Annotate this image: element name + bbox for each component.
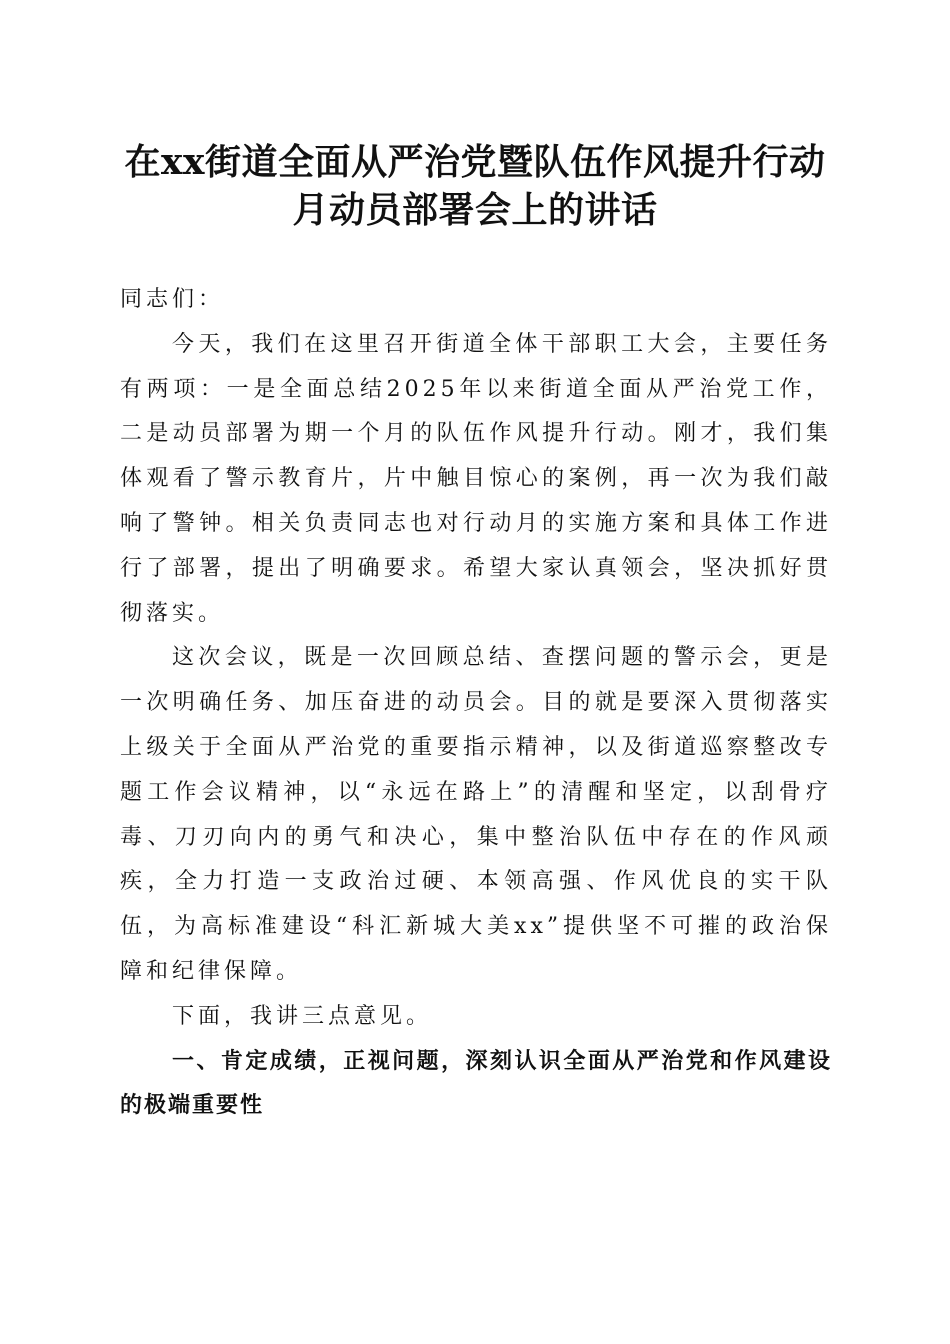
salutation: 同志们： [120,287,225,312]
document-body [120,278,832,1129]
title-line-1: 在xx街道全面从严治党暨队伍作风提升行动 [124,141,826,183]
title-line-2: 月动员部署会上的讲话 [292,189,658,231]
paragraph-2: 这次会议，既是一次回顾总结、查摆问题的警示会，更是一次明确任务、加压奋进的动员会。目的就是要深入贯彻落实上级关于全面从严治党的重要指示精神，以及街道巡察整改专题工作会议精神，以“永远在路上”的清醒和坚定，以刮骨疗毒、刀刃向内的勇气和决心，集中整治队伍中存在的作风顽疾，全力打造一支政治过硬、本领高强、作风优良的实干队伍，为高标准建设“科汇新城大美xx”提供坚不可摧的政治保障和纪律保障。 [120,645,832,984]
document-title [100,138,850,234]
section-heading-1: 一、肯定成绩，正视问题，深刻认识全面从严治党和作风建设的极端重要性 [120,1048,832,1119]
paragraph-1: 今天，我们在这里召开街道全体干部职工大会，主要任务有两项：一是全面总结2025年以来街道全面从严治党工作，二是动员部署为期一个月的队伍作风提升行动。刚才，我们集体观看了警示教育片，片中触目惊心的案例，再一次为我们敲响了警钟。相关负责同志也对行动月的实施方案和具体工作进行了部署，提出了明确要求。希望大家认真领会，坚决抓好贯彻落实。 [120,331,832,626]
paragraph-3: 下面，我讲三点意见。 [172,1003,433,1029]
